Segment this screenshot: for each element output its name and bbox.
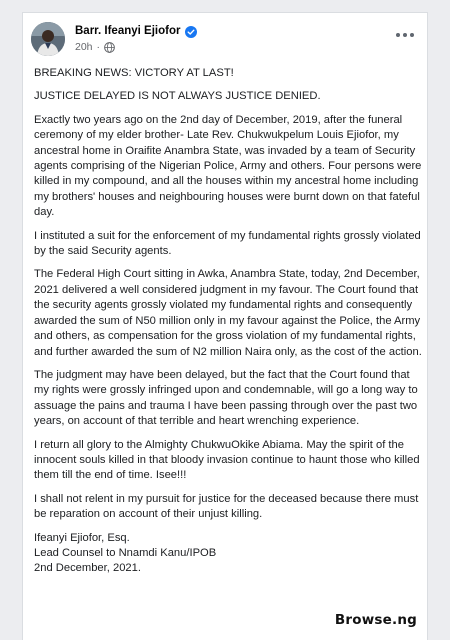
- site-watermark: Browse.ng: [334, 612, 417, 628]
- post-paragraph: Exactly two years ago on the 2nd day of December, 2019, after the funeral ceremony of my elder brother- Late Rev. Chukwukpelum Louis Ejiofor, my ancestral home in Oraifite Anambra State, was invaded by a team of Security agents comprising of the Nigerian Police, Army and others. Four persons were killed in my compound, and all the houses within my ancestral home including my brothers' houses and neighbouring houses were burnt down on that fateful day.: [34, 113, 422, 219]
- post-paragraph: The Federal High Court sitting in Awka, Anambra State, today, 2nd December, 2021 delivered a well considered judgment in my favour. The Court found that the security agents grossly violated my fundamental rights and consequently awarded the sum of N50 million only in my favour against the Police, the Army and others, as compensation for the gross violation of my fundamental rights, and further awarded the sum of N2 million Naira only, as the cost of the action.: [34, 268, 422, 358]
- globe-icon[interactable]: [104, 42, 115, 53]
- verified-badge-icon: [185, 25, 197, 37]
- signature-name: Ifeanyi Ejiofor, Esq.: [34, 531, 130, 544]
- post-paragraph: I return all glory to the Almighty ChukwuOkike Abiama. May the spirit of the innocent souls killed in that bloody invasion continue to haunt those who killed them till the end of time. Isee!!!: [34, 438, 420, 482]
- post-paragraph: I instituted a suit for the enforcement of my fundamental rights grossly violated by the said Security agents.: [34, 229, 421, 258]
- post-meta: [75, 41, 115, 53]
- post-paragraph: The judgment may have been delayed, but the fact that the Court found that my rights were grossly infringed upon and condemnable, will go a long way to assuage the pains and trauma I have been passing through over the past two years, on account of that terrible and heart wrenching experience.: [34, 368, 418, 428]
- post-timestamp[interactable]: 20h: [75, 41, 93, 53]
- signature-title: Lead Counsel to Nnamdi Kanu/IPOB: [34, 546, 217, 559]
- post-body: [34, 66, 422, 577]
- author-name[interactable]: Barr. Ifeanyi Ejiofor: [75, 25, 181, 37]
- post-card: [22, 12, 428, 640]
- post-header: [23, 13, 427, 59]
- author-avatar[interactable]: [31, 22, 65, 56]
- meta-separator: ·: [96, 41, 101, 53]
- post-paragraph: I shall not relent in my pursuit for justice for the deceased because there must be reparation on account of their unjust killing.: [34, 492, 419, 521]
- post-paragraph: BREAKING NEWS: VICTORY AT LAST!: [34, 67, 234, 79]
- post-paragraph: JUSTICE DELAYED IS NOT ALWAYS JUSTICE DENIED.: [34, 90, 321, 103]
- more-options-icon[interactable]: [393, 27, 417, 43]
- signature-date: 2nd December, 2021.: [34, 562, 141, 575]
